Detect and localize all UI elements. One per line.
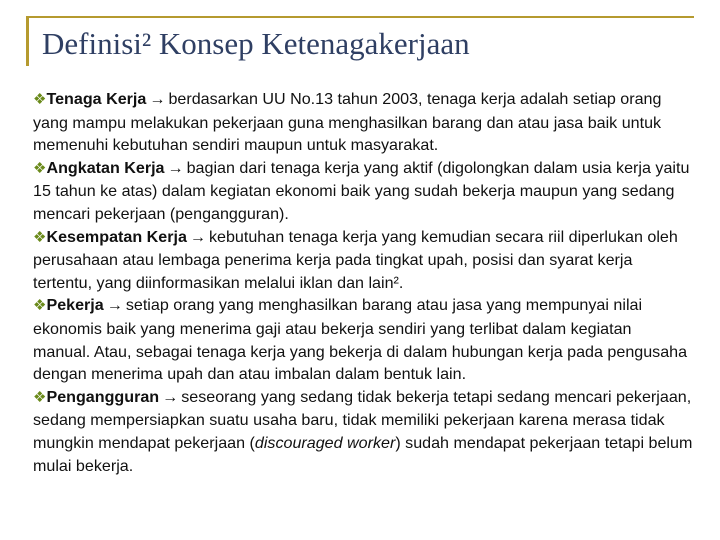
definition-text: seseorang yang sedang tidak bekerja tetapi sedang mencari pekerjaan, sedang mempersiapkan suatu usaha baru, tidak memiliki pekerjaan karena merasa tidak mungkin mendapat pekerjaan ( xyxy=(33,387,692,452)
definition-term: Angkatan Kerja xyxy=(46,158,165,177)
definition-list xyxy=(33,88,693,477)
definition-term: Pengangguran xyxy=(46,387,160,406)
definition-term: Pekerja xyxy=(46,296,104,315)
right-arrow-icon: → xyxy=(162,387,179,406)
definition-item-angkatan-kerja xyxy=(33,157,693,226)
definition-text: bagian dari tenaga kerja yang aktif (digolongkan dalam usia kerja yaitu 15 tahun ke atas) dalam kegiatan ekonomi baik yang sudah bekerja maupun yang sedang mencari pekerjaan (pengangguran). xyxy=(33,158,690,223)
title-frame-left-line xyxy=(26,16,29,66)
right-arrow-icon: → xyxy=(106,296,123,315)
definition-item-kesempatan-kerja xyxy=(33,226,693,295)
definition-term: Kesempatan Kerja xyxy=(46,227,187,246)
slide-title: Definisi² Konsep Ketenagakerjaan xyxy=(42,26,470,61)
diamond-bullet-icon: ❖ xyxy=(33,91,47,108)
definition-text: kebutuhan tenaga kerja yang kemudian secara riil diperlukan oleh perusahaan atau lembaga penerima kerja pada tingkat upah, posisi dan syarat kerja tertentu, yang diinformasikan melalui iklan dan lain². xyxy=(33,227,678,292)
definition-item-pekerja xyxy=(33,294,693,385)
definition-text: berdasarkan UU No.13 tahun 2003, tenaga kerja adalah setiap orang yang mampu melakukan pekerjaan guna menghasilkan barang dan atau jasa baik untuk memenuhi kebutuhan sendiri maupun untuk masyarakat. xyxy=(33,90,662,155)
definition-text-after: ) sudah mendapat pekerjaan tetapi belum mulai bekerja. xyxy=(33,433,693,475)
definition-emphasis: discouraged worker xyxy=(254,433,396,452)
definition-text: setiap orang yang menghasilkan barang atau jasa yang mempunyai nilai ekonomis baik yang menerima gaji atau bekerja sendiri yang terlibat dalam kegiatan manual. Atau, sebagai tenaga kerja yang bekerja di dalam hubungan kerja pada pengusaha dengan menerima upah dan atau imbalan dalam bentuk lain. xyxy=(33,296,688,384)
title-frame-top-line xyxy=(26,16,694,18)
definition-item-tenaga-kerja xyxy=(33,88,693,157)
diamond-bullet-icon: ❖ xyxy=(33,297,47,315)
right-arrow-icon: → xyxy=(189,227,206,246)
definition-item-pengangguran xyxy=(33,386,693,477)
right-arrow-icon: → xyxy=(149,90,166,108)
definition-term: Tenaga Kerja xyxy=(46,90,147,108)
diamond-bullet-icon: ❖ xyxy=(33,388,47,406)
right-arrow-icon: → xyxy=(167,158,184,177)
diamond-bullet-icon: ❖ xyxy=(33,159,47,177)
diamond-bullet-icon: ❖ xyxy=(33,228,47,246)
